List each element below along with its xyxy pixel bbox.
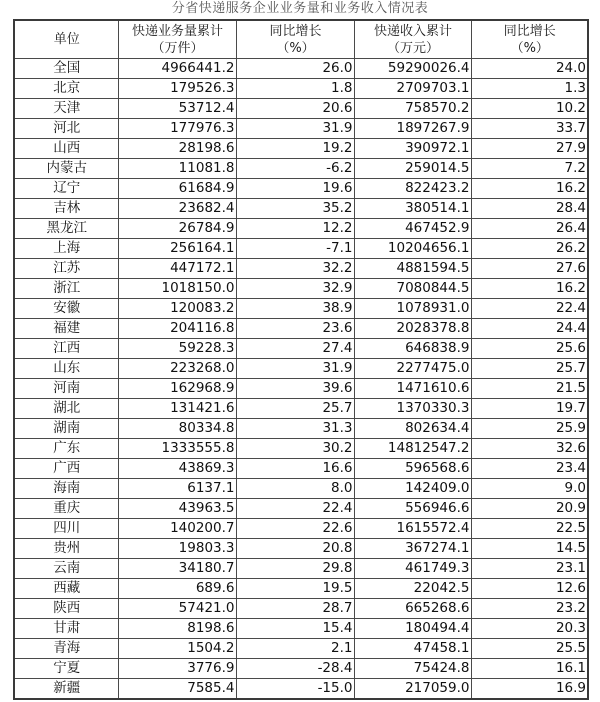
header-volume-growth-label: 同比增长 <box>269 23 322 39</box>
province-name: 上海 <box>14 239 118 259</box>
express-stats-table <box>13 19 589 700</box>
revenue-growth-cell: 7.2 <box>471 159 588 179</box>
volume-growth-cell: 35.2 <box>236 199 354 219</box>
volume-growth-cell: 29.8 <box>236 559 354 579</box>
volume-growth-cell: 22.6 <box>236 519 354 539</box>
revenue-growth-cell: 20.3 <box>471 619 588 639</box>
province-name: 云南 <box>14 559 118 579</box>
volume-cell: 19803.3 <box>118 539 236 559</box>
table-row <box>14 559 588 579</box>
table-row <box>14 239 588 259</box>
revenue-growth-cell: 25.9 <box>471 419 588 439</box>
province-name: 青海 <box>14 639 118 659</box>
volume-growth-cell: 28.7 <box>236 599 354 619</box>
table-row <box>14 379 588 399</box>
volume-cell: 43963.5 <box>118 499 236 519</box>
revenue-cell: 367274.1 <box>354 539 471 559</box>
volume-cell: 34180.7 <box>118 559 236 579</box>
table-row <box>14 199 588 219</box>
revenue-growth-cell: 32.6 <box>471 439 588 459</box>
header-revenue <box>354 20 471 59</box>
province-name: 甘肃 <box>14 619 118 639</box>
province-name: 天津 <box>14 99 118 119</box>
revenue-growth-cell: 26.2 <box>471 239 588 259</box>
revenue-cell: 142409.0 <box>354 479 471 499</box>
volume-cell: 223268.0 <box>118 359 236 379</box>
revenue-growth-cell: 23.4 <box>471 459 588 479</box>
province-name: 江西 <box>14 339 118 359</box>
volume-cell: 23682.4 <box>118 199 236 219</box>
revenue-cell: 4881594.5 <box>354 259 471 279</box>
province-name: 山西 <box>14 139 118 159</box>
revenue-cell: 596568.6 <box>354 459 471 479</box>
volume-growth-cell: 26.0 <box>236 59 354 79</box>
volume-cell: 447172.1 <box>118 259 236 279</box>
volume-cell: 1504.2 <box>118 639 236 659</box>
revenue-growth-cell: 16.2 <box>471 179 588 199</box>
volume-growth-cell: 20.6 <box>236 99 354 119</box>
revenue-growth-cell: 24.4 <box>471 319 588 339</box>
volume-cell: 11081.8 <box>118 159 236 179</box>
table-row <box>14 179 588 199</box>
province-name: 河北 <box>14 119 118 139</box>
volume-cell: 162968.9 <box>118 379 236 399</box>
revenue-cell: 217059.0 <box>354 679 471 700</box>
table-row <box>14 459 588 479</box>
header-revenue-unit: （万元） <box>386 40 439 56</box>
revenue-cell: 390972.1 <box>354 139 471 159</box>
volume-growth-cell: 23.6 <box>236 319 354 339</box>
volume-cell: 140200.7 <box>118 519 236 539</box>
province-name: 北京 <box>14 79 118 99</box>
table-row <box>14 279 588 299</box>
revenue-growth-cell: 22.5 <box>471 519 588 539</box>
revenue-growth-cell: 23.1 <box>471 559 588 579</box>
volume-growth-cell: -7.1 <box>236 239 354 259</box>
volume-growth-cell: 32.2 <box>236 259 354 279</box>
revenue-cell: 758570.2 <box>354 99 471 119</box>
province-name: 贵州 <box>14 539 118 559</box>
volume-cell: 6137.1 <box>118 479 236 499</box>
revenue-growth-cell: 16.9 <box>471 679 588 700</box>
volume-growth-cell: 15.4 <box>236 619 354 639</box>
volume-growth-cell: 25.7 <box>236 399 354 419</box>
table-body <box>14 59 588 700</box>
revenue-cell: 1370330.3 <box>354 399 471 419</box>
table-row <box>14 339 588 359</box>
revenue-cell: 22042.5 <box>354 579 471 599</box>
volume-growth-cell: 38.9 <box>236 299 354 319</box>
revenue-growth-cell: 19.7 <box>471 399 588 419</box>
province-name: 四川 <box>14 519 118 539</box>
revenue-growth-cell: 25.6 <box>471 339 588 359</box>
province-name: 湖北 <box>14 399 118 419</box>
volume-growth-cell: 8.0 <box>236 479 354 499</box>
table-row <box>14 579 588 599</box>
revenue-cell: 1615572.4 <box>354 519 471 539</box>
province-name: 山东 <box>14 359 118 379</box>
header-volume-growth <box>236 20 354 59</box>
volume-growth-cell: 1.8 <box>236 79 354 99</box>
volume-growth-cell: 27.4 <box>236 339 354 359</box>
table-row <box>14 59 588 79</box>
volume-growth-cell: 31.3 <box>236 419 354 439</box>
province-name: 全国 <box>14 59 118 79</box>
volume-growth-cell: 20.8 <box>236 539 354 559</box>
header-volume <box>118 20 236 59</box>
volume-cell: 131421.6 <box>118 399 236 419</box>
province-name: 湖南 <box>14 419 118 439</box>
revenue-cell: 10204656.1 <box>354 239 471 259</box>
header-row <box>14 20 588 59</box>
header-revenue-label: 快递收入累计 <box>373 23 452 39</box>
province-name: 河南 <box>14 379 118 399</box>
volume-cell: 61684.9 <box>118 179 236 199</box>
table-row <box>14 99 588 119</box>
province-name: 新疆 <box>14 679 118 700</box>
table-row <box>14 419 588 439</box>
volume-growth-cell: 19.5 <box>236 579 354 599</box>
revenue-cell: 1078931.0 <box>354 299 471 319</box>
revenue-cell: 380514.1 <box>354 199 471 219</box>
volume-cell: 43869.3 <box>118 459 236 479</box>
revenue-growth-cell: 16.2 <box>471 279 588 299</box>
table-row <box>14 159 588 179</box>
revenue-cell: 665268.6 <box>354 599 471 619</box>
table-row <box>14 519 588 539</box>
volume-cell: 28198.6 <box>118 139 236 159</box>
revenue-cell: 47458.1 <box>354 639 471 659</box>
volume-growth-cell: -6.2 <box>236 159 354 179</box>
volume-cell: 3776.9 <box>118 659 236 679</box>
table-row <box>14 399 588 419</box>
table-row <box>14 599 588 619</box>
province-name: 辽宁 <box>14 179 118 199</box>
province-name: 广东 <box>14 439 118 459</box>
table-row <box>14 499 588 519</box>
revenue-growth-cell: 16.1 <box>471 659 588 679</box>
revenue-cell: 59290026.4 <box>354 59 471 79</box>
revenue-growth-cell: 26.4 <box>471 219 588 239</box>
table-row <box>14 79 588 99</box>
revenue-cell: 7080844.5 <box>354 279 471 299</box>
volume-cell: 59228.3 <box>118 339 236 359</box>
header-unit-label: 单位 <box>53 32 80 47</box>
header-volume-growth-unit: （%） <box>276 40 315 56</box>
volume-growth-cell: -15.0 <box>236 679 354 700</box>
volume-cell: 4966441.2 <box>118 59 236 79</box>
table-row <box>14 679 588 700</box>
revenue-growth-cell: 14.5 <box>471 539 588 559</box>
table-row <box>14 299 588 319</box>
table-row <box>14 259 588 279</box>
revenue-cell: 1471610.6 <box>354 379 471 399</box>
revenue-cell: 461749.3 <box>354 559 471 579</box>
province-name: 重庆 <box>14 499 118 519</box>
table-row <box>14 359 588 379</box>
province-name: 安徽 <box>14 299 118 319</box>
revenue-cell: 2277475.0 <box>354 359 471 379</box>
header-volume-label: 快递业务量累计 <box>131 23 223 39</box>
volume-growth-cell: 31.9 <box>236 359 354 379</box>
province-name: 海南 <box>14 479 118 499</box>
revenue-growth-cell: 27.6 <box>471 259 588 279</box>
table-row <box>14 639 588 659</box>
province-name: 广西 <box>14 459 118 479</box>
revenue-cell: 75424.8 <box>354 659 471 679</box>
revenue-growth-cell: 20.9 <box>471 499 588 519</box>
table-row <box>14 119 588 139</box>
province-name: 吉林 <box>14 199 118 219</box>
volume-growth-cell: 12.2 <box>236 219 354 239</box>
volume-growth-cell: -28.4 <box>236 659 354 679</box>
volume-cell: 689.6 <box>118 579 236 599</box>
volume-cell: 177976.3 <box>118 119 236 139</box>
revenue-growth-cell: 21.5 <box>471 379 588 399</box>
revenue-growth-cell: 27.9 <box>471 139 588 159</box>
volume-cell: 179526.3 <box>118 79 236 99</box>
province-name: 浙江 <box>14 279 118 299</box>
revenue-growth-cell: 24.0 <box>471 59 588 79</box>
revenue-growth-cell: 12.6 <box>471 579 588 599</box>
volume-cell: 1018150.0 <box>118 279 236 299</box>
volume-growth-cell: 19.6 <box>236 179 354 199</box>
header-revenue-growth-label: 同比增长 <box>503 23 556 39</box>
revenue-growth-cell: 28.4 <box>471 199 588 219</box>
revenue-cell: 802634.4 <box>354 419 471 439</box>
header-unit <box>14 20 118 59</box>
revenue-growth-cell: 25.7 <box>471 359 588 379</box>
volume-growth-cell: 31.9 <box>236 119 354 139</box>
revenue-cell: 1897267.9 <box>354 119 471 139</box>
volume-cell: 204116.8 <box>118 319 236 339</box>
volume-growth-cell: 2.1 <box>236 639 354 659</box>
table-row <box>14 479 588 499</box>
province-name: 宁夏 <box>14 659 118 679</box>
revenue-cell: 556946.6 <box>354 499 471 519</box>
table-title: 分省快递服务企业业务量和业务收入情况表 <box>171 1 429 16</box>
revenue-growth-cell: 22.4 <box>471 299 588 319</box>
volume-cell: 1333555.8 <box>118 439 236 459</box>
revenue-cell: 467452.9 <box>354 219 471 239</box>
volume-cell: 57421.0 <box>118 599 236 619</box>
revenue-growth-cell: 1.3 <box>471 79 588 99</box>
province-name: 内蒙古 <box>14 159 118 179</box>
revenue-growth-cell: 9.0 <box>471 479 588 499</box>
revenue-cell: 180494.4 <box>354 619 471 639</box>
volume-growth-cell: 32.9 <box>236 279 354 299</box>
table-row <box>14 219 588 239</box>
table-row <box>14 539 588 559</box>
table-row <box>14 319 588 339</box>
table-row <box>14 139 588 159</box>
revenue-growth-cell: 10.2 <box>471 99 588 119</box>
volume-growth-cell: 39.6 <box>236 379 354 399</box>
province-name: 陕西 <box>14 599 118 619</box>
revenue-cell: 14812547.2 <box>354 439 471 459</box>
province-name: 江苏 <box>14 259 118 279</box>
volume-cell: 53712.4 <box>118 99 236 119</box>
header-revenue-growth-unit: （%） <box>510 40 549 56</box>
volume-cell: 120083.2 <box>118 299 236 319</box>
volume-growth-cell: 22.4 <box>236 499 354 519</box>
volume-cell: 80334.8 <box>118 419 236 439</box>
revenue-cell: 646838.9 <box>354 339 471 359</box>
revenue-growth-cell: 33.7 <box>471 119 588 139</box>
table-row <box>14 619 588 639</box>
volume-cell: 7585.4 <box>118 679 236 700</box>
revenue-cell: 259014.5 <box>354 159 471 179</box>
volume-cell: 8198.6 <box>118 619 236 639</box>
header-revenue-growth <box>471 20 588 59</box>
table-row <box>14 659 588 679</box>
volume-growth-cell: 19.2 <box>236 139 354 159</box>
volume-cell: 26784.9 <box>118 219 236 239</box>
header-volume-unit: （万件） <box>151 40 204 56</box>
revenue-growth-cell: 23.2 <box>471 599 588 619</box>
province-name: 西藏 <box>14 579 118 599</box>
volume-cell: 256164.1 <box>118 239 236 259</box>
revenue-cell: 2028378.8 <box>354 319 471 339</box>
province-name: 福建 <box>14 319 118 339</box>
table-row <box>14 439 588 459</box>
revenue-cell: 2709703.1 <box>354 79 471 99</box>
province-name: 黑龙江 <box>14 219 118 239</box>
revenue-cell: 822423.2 <box>354 179 471 199</box>
volume-growth-cell: 30.2 <box>236 439 354 459</box>
volume-growth-cell: 16.6 <box>236 459 354 479</box>
revenue-growth-cell: 25.5 <box>471 639 588 659</box>
